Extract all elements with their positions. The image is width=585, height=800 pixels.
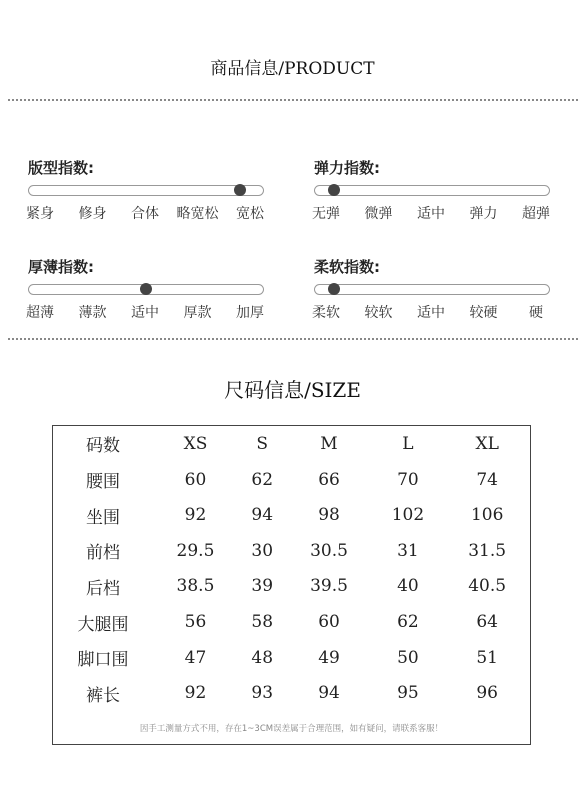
row-label: 坐围: [86, 507, 120, 528]
table-cell: 31.5: [468, 540, 507, 561]
gauge-option: 略宽松: [176, 206, 219, 222]
table-cell: 70: [397, 469, 419, 490]
gauge-option: 薄款: [78, 305, 107, 321]
gauge-option: 厚款: [183, 305, 212, 321]
table-cell: 62: [397, 612, 419, 633]
gauge-options: [28, 302, 268, 320]
table-cell: 95: [397, 683, 419, 704]
gauge-knob: [328, 283, 340, 295]
row-label: 后档: [86, 578, 120, 599]
gauge-options: [314, 203, 554, 221]
table-row: [53, 497, 531, 533]
product-info-title: 商品信息/PRODUCT: [210, 59, 375, 79]
header-cell: M: [320, 433, 338, 454]
table-cell: 66: [318, 469, 340, 490]
table-cell: 29.5: [176, 540, 215, 561]
gauge-track: [28, 284, 264, 295]
table-row: [53, 640, 531, 676]
table-cell: 51: [476, 647, 498, 668]
gauge-option: 弹力: [469, 206, 498, 222]
table-cell: 92: [184, 505, 207, 526]
table-cell: 94: [318, 683, 340, 704]
table-cell: 58: [251, 612, 274, 633]
gauge-option: 较硬: [469, 305, 498, 321]
gauge-track: [314, 185, 550, 196]
row-label: 腰围: [86, 472, 120, 492]
row-label: 裤长: [86, 685, 120, 706]
row-label: 大腿围: [77, 614, 129, 635]
gauge-knob: [234, 184, 246, 196]
table-cell: 39: [251, 576, 274, 597]
table-row: [53, 604, 531, 640]
table-cell: 74: [476, 469, 498, 490]
table-cell: 106: [470, 505, 504, 526]
size-table: [52, 425, 531, 745]
gauge-option: 硬: [529, 305, 543, 321]
table-cell: 30.5: [310, 540, 348, 561]
table-cell: 98: [318, 505, 340, 526]
table-cell: 64: [476, 612, 498, 633]
row-label: 脚口围: [77, 650, 129, 671]
gauge-option: 修身: [78, 206, 107, 222]
table-cell: 48: [251, 647, 274, 668]
gauge-knob: [328, 184, 340, 196]
gauge-knob: [140, 283, 152, 295]
table-cell: 96: [476, 683, 498, 704]
table-cell: 62: [251, 469, 274, 490]
gauge-option: 超薄: [26, 305, 54, 321]
gauge-option: 无弹: [312, 206, 340, 222]
table-cell: 40: [397, 576, 419, 597]
gauge-label: 厚薄指数:: [28, 258, 94, 276]
gauge-option: 较软: [364, 305, 393, 321]
table-row: [53, 462, 531, 498]
table-cell: 38.5: [176, 576, 215, 597]
gauge-option: 适中: [417, 206, 445, 222]
gauge-option: 柔软: [312, 305, 340, 321]
gauge-option: 宽松: [236, 206, 264, 222]
table-row: [53, 676, 531, 712]
table-cell: 93: [251, 683, 274, 704]
dotted-divider: [8, 338, 578, 340]
table-cell: 49: [318, 647, 340, 668]
gauge-track: [28, 185, 264, 196]
fit-index-gauge: [28, 157, 268, 221]
gauge-label: 柔软指数:: [314, 258, 380, 276]
gauge-option: 微弹: [364, 206, 393, 222]
gauge-option: 合体: [131, 206, 159, 222]
row-label: 前档: [86, 543, 120, 564]
table-note-row: [53, 711, 531, 744]
softness-index-gauge: [314, 256, 554, 320]
gauge-option: 超弹: [522, 206, 550, 222]
table-cell: 94: [251, 505, 274, 526]
table-cell: 30: [251, 540, 274, 561]
table-cell: 40.5: [468, 576, 507, 597]
header-cell: XL: [475, 433, 499, 454]
table-cell: 60: [184, 469, 207, 490]
table-cell: 102: [391, 505, 425, 526]
gauge-option: 紧身: [26, 206, 54, 222]
table-cell: 56: [184, 612, 207, 633]
size-info-title: 尺码信息/SIZE: [224, 378, 361, 402]
gauge-options: [28, 203, 268, 221]
header-cell: 码数: [86, 436, 120, 457]
table-cell: 47: [184, 647, 207, 668]
gauge-option: 适中: [131, 305, 159, 321]
measurement-note: 因手工测量方式不用，存在1~3CM误差属于合理范围，如有疑问，请联系客服！: [139, 723, 444, 734]
header-cell: S: [256, 433, 269, 454]
table-header-row: [53, 426, 531, 462]
table-row: [53, 533, 531, 569]
gauge-label: 弹力指数:: [314, 159, 380, 177]
dotted-divider: [8, 99, 578, 101]
header-cell: L: [402, 433, 414, 454]
table-cell: 31: [397, 540, 419, 561]
table-cell: 50: [397, 647, 419, 668]
table-row: [53, 569, 531, 605]
gauge-options: [314, 302, 554, 320]
table-cell: 39.5: [310, 576, 348, 597]
thickness-index-gauge: [28, 256, 268, 320]
gauge-track: [314, 284, 550, 295]
gauge-option: 加厚: [236, 305, 264, 321]
gauge-label: 版型指数:: [28, 159, 94, 177]
table-cell: 92: [184, 683, 207, 704]
gauge-option: 适中: [417, 305, 445, 321]
table-cell: 60: [318, 612, 340, 633]
elasticity-index-gauge: [314, 157, 554, 221]
header-cell: XS: [183, 433, 208, 454]
